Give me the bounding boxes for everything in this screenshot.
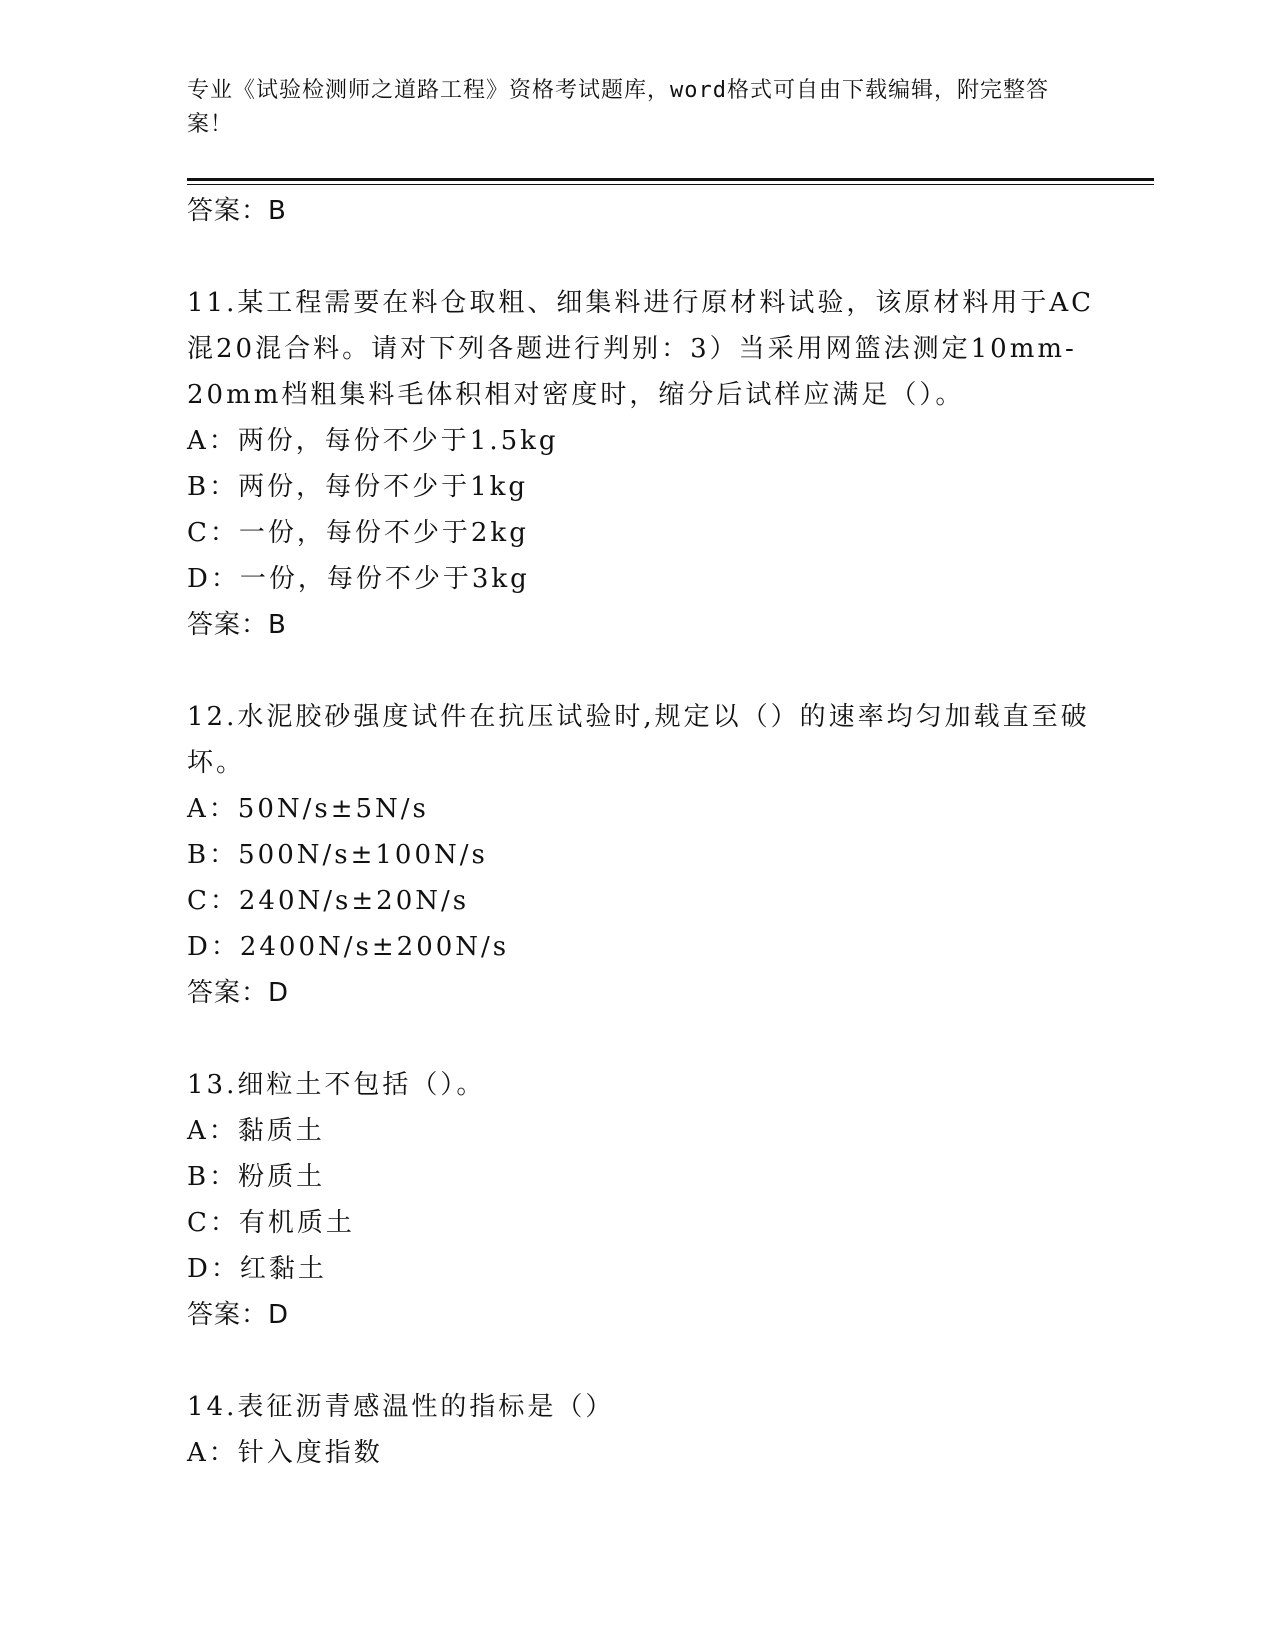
option-a: A：两份，每份不少于1.5kg (187, 426, 559, 456)
question-stem: 13.细粒土不包括（）。 (187, 1070, 486, 1100)
option-c: C：240N/s±20N/s (187, 886, 470, 916)
option-d: D：红黏土 (187, 1254, 327, 1284)
option-b: B：500N/s±100N/s (187, 840, 488, 870)
question-stem: 12.水泥胶砂强度试件在抗压试验时,规定以（）的速率均匀加载直至破坏。 (187, 702, 1090, 778)
question-14 (187, 1384, 1107, 1476)
answer-line: 答案：B (187, 610, 287, 640)
header-rule-thin (187, 184, 1154, 185)
answer-line: 答案：D (187, 978, 290, 1008)
option-b: B：两份，每份不少于1kg (187, 472, 529, 502)
header-rule-thick (187, 178, 1154, 181)
previous-answer: 答案：B (187, 196, 287, 226)
option-a: A：50N/s±5N/s (187, 794, 429, 824)
document-header: 专业《试验检测师之道路工程》资格考试题库，word格式可自由下载编辑，附完整答案！ (187, 78, 1049, 137)
question-13 (187, 1062, 1107, 1338)
option-b: B：粉质土 (187, 1162, 326, 1192)
option-a: A：针入度指数 (187, 1438, 383, 1468)
question-12 (187, 694, 1107, 1016)
answer-line: 答案：D (187, 1300, 290, 1330)
question-stem: 14.表征沥青感温性的指标是（） (187, 1392, 615, 1422)
option-d: D：2400N/s±200N/s (187, 932, 510, 962)
option-d: D：一份，每份不少于3kg (187, 564, 530, 594)
option-a: A：黏质土 (187, 1116, 325, 1146)
option-c: C：有机质土 (187, 1208, 355, 1238)
question-11 (187, 280, 1107, 648)
question-stem: 11.某工程需要在料仓取粗、细集料进行原材料试验，该原材料用于AC混20混合料。请对下列各题进行判别：3）当采用网篮法测定10mm-20mm档粗集料毛体积相对密度时，缩分后试样应满足（）。 (187, 288, 1095, 410)
question-list (187, 188, 1107, 1476)
option-c: C：一份，每份不少于2kg (187, 518, 529, 548)
